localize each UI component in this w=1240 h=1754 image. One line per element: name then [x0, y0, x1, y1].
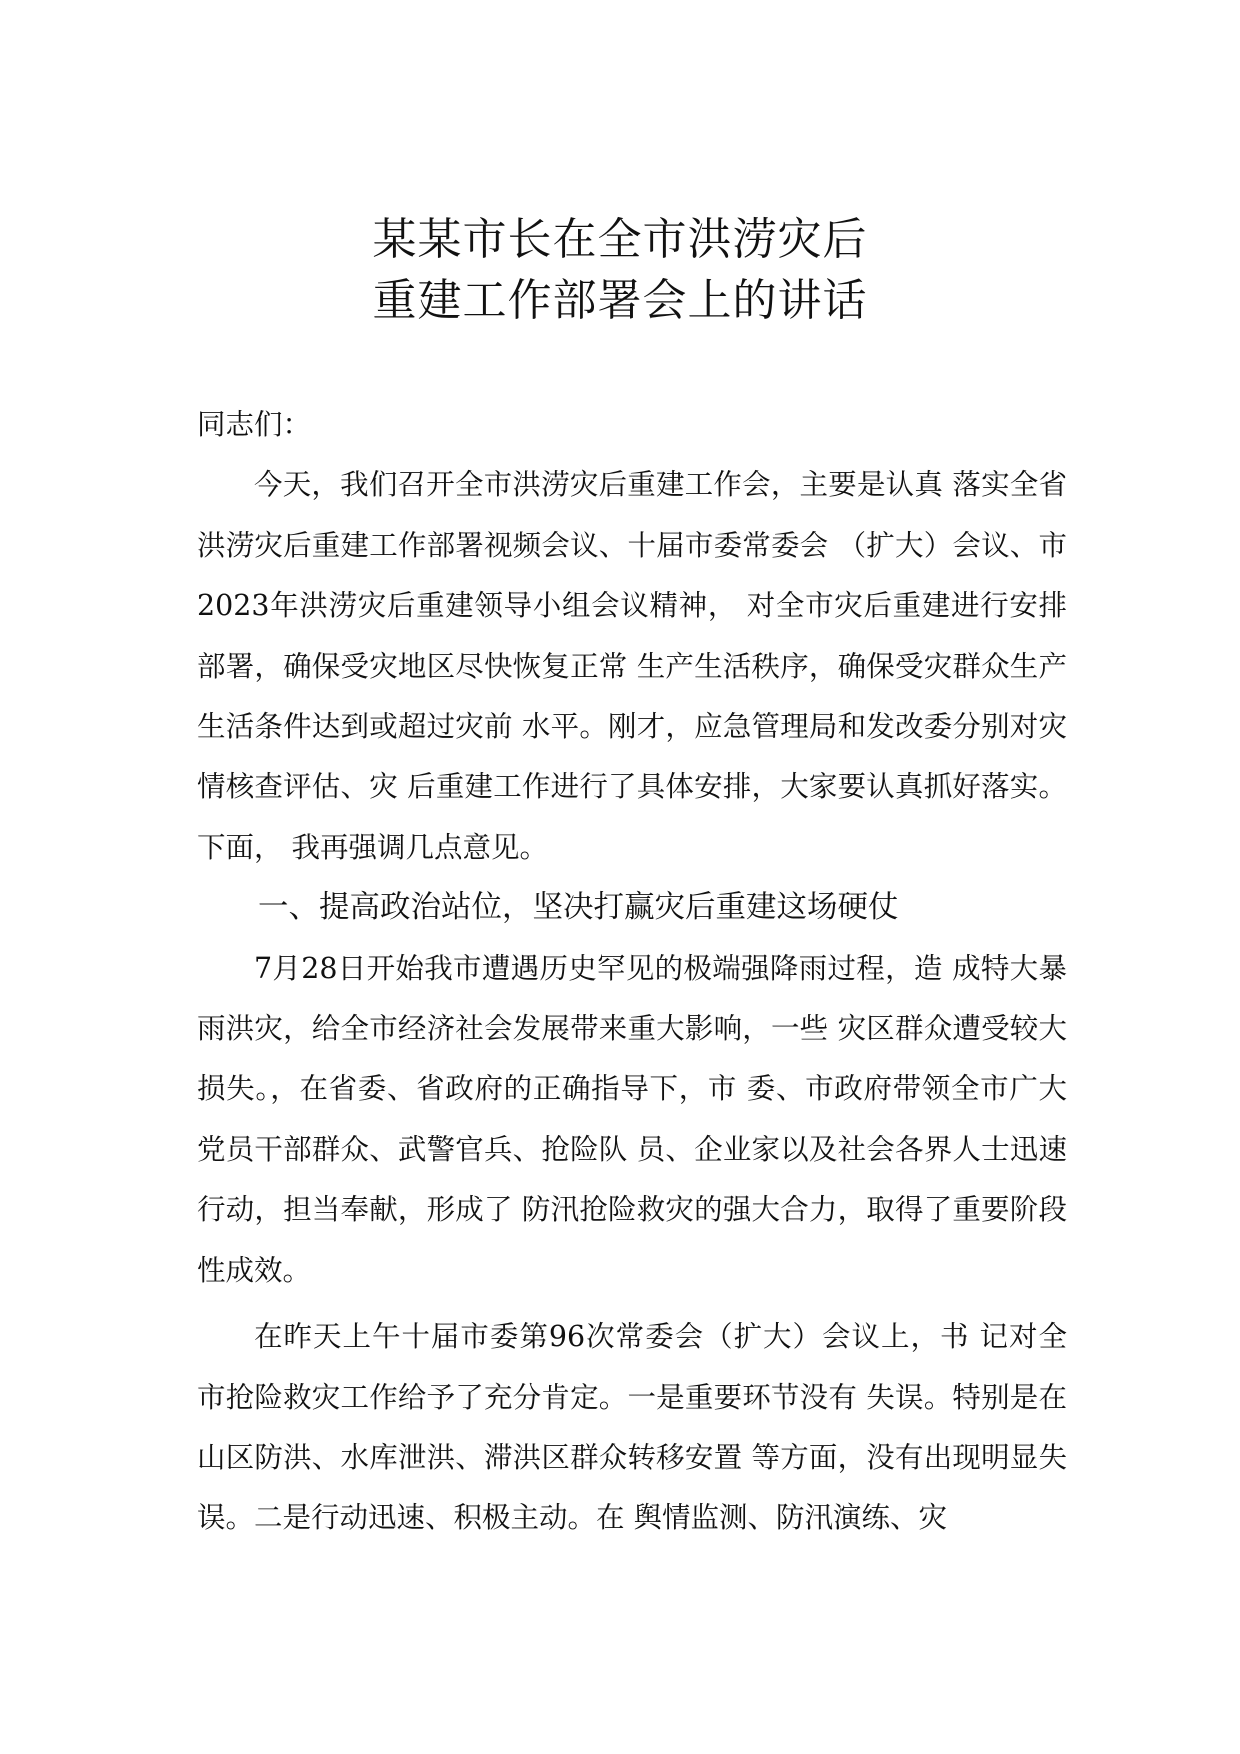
document-title-line-2: 重建工作部署会上的讲话 — [372, 275, 868, 326]
document-title-line-1: 某某市长在全市洪涝灾后 — [372, 214, 868, 265]
section-paragraph-1: 7月28日开始我市遭遇历史罕见的极端强降雨过程，造 成特大暴雨洪灾，给全市经济社会发展带来重大影响，一些 灾区群众遭受较大损失。，在省委、省政府的正确指导下，市 委、市政府带领全市广大党员干部群众、武警官兵、抢险队 员、企业家以及社会各界人士迅速行动，担当奉献，形成了 防汛抢险救灾的强大合力，取得了重要阶段性成效。 — [197, 951, 1067, 1287]
intro-paragraph: 今天，我们召开全市洪涝灾后重建工作会，主要是认真 落实全省洪涝灾后重建工作部署视频会议、十届市委常委会 （扩大）会议、市2023年洪涝灾后重建领导小组会议精神， 对全市灾后重建进行安排部署，确保受灾地区尽快恢复正常 生产生活秩序，确保受灾群众生产生活条件达到或超过灾前 水平。刚才，应急管理局和发改委分别对灾情核查评估、灾 后重建工作进行了具体安排，大家要认真抓好落实。下面， 我再强调几点意见。 — [197, 468, 1067, 864]
section-paragraph-2: 在昨天上午十届市委第96次常委会（扩大）会议上，书 记对全市抢险救灾工作给予了充分肯定。一是重要环节没有 失误。特别是在山区防洪、水库泄洪、滞洪区群众转移安置 等方面，没有出现明显失误。二是行动迅速、积极主动。在 舆情监测、防汛演练、灾 — [197, 1320, 1067, 1535]
document-body — [197, 395, 1067, 1549]
section-heading: 一、提高政治站位，坚决打赢灾后重建这场硬仗 — [258, 890, 899, 926]
salutation: 同志们： — [197, 408, 312, 441]
